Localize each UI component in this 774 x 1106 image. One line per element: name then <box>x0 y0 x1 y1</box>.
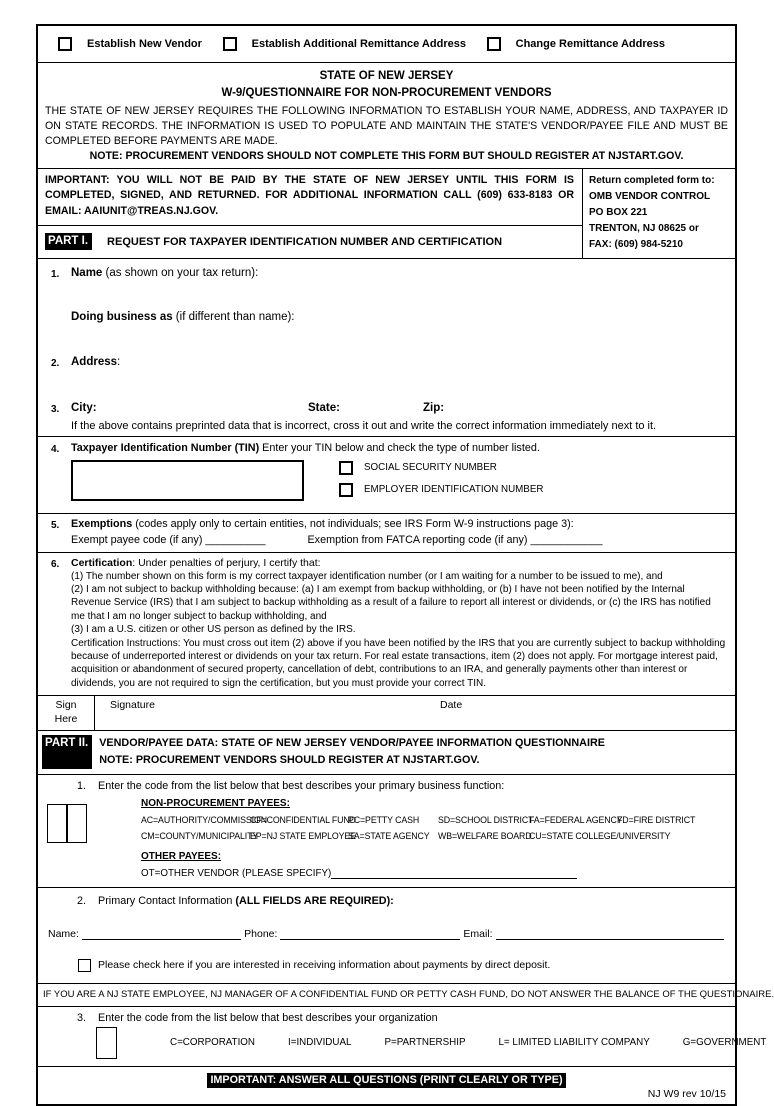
section-number: 3. <box>51 403 60 415</box>
question-number: 3. <box>77 1011 87 1024</box>
form-intro-text: THE STATE OF NEW JERSEY REQUIRES THE FOLLOWING INFORMATION TO ESTABLISH YOUR NAME, ADDRESS, AND TAXPAYER ID ON STATE RECORDS. THE INFORMATION IS USED TO POPULATE AND MAINTAIN THE STATE'S VENDOR/PAYEE FILE AND MUST BE COMPLETED BEFORE PAYMENTS ARE MADE. <box>45 104 728 147</box>
form-title-state: STATE OF NEW JERSEY <box>319 70 454 82</box>
business-function-code-entry <box>38 798 141 879</box>
city-field-label[interactable]: City: <box>71 401 97 414</box>
certification-heading: 6. Certification: Under penalties of perjury, I certify that: <box>46 557 727 570</box>
code-item: C=CORPORATION <box>170 1037 256 1049</box>
np-codes-row-1 <box>141 815 731 825</box>
option-label: Establish Additional Remittance Address <box>251 38 466 50</box>
certification-instructions: Certification Instructions: You must cross out item (2) above if you have been notified by the IRS that you are currently subject to backup withholding because of underreported interest or dividends on your tax return. For real estate transactions, item (2) does not apply. For mortgage interest paid, acquisition or abandonment of secured property, cancellation of debt, contributions to an IRA, and generally payments other than interest or dividends, you are not required to sign the certification, but you must provide your correct TIN. <box>71 637 726 689</box>
name-address-section <box>38 258 735 436</box>
organization-type-section <box>38 1006 767 1066</box>
option-label: Change Remittance Address <box>515 38 665 50</box>
section-city-state-zip <box>46 402 727 432</box>
direct-deposit-label: Please check here if you are interested in receiving information about payments by direct deposit. <box>98 959 551 972</box>
date-label: Date <box>440 699 463 712</box>
q2-text: Primary Contact Information (ALL FIELDS ARE REQUIRED): <box>98 894 394 907</box>
code-item: FA=FEDERAL AGENCY <box>529 814 623 825</box>
direct-deposit-option[interactable] <box>78 959 735 972</box>
preprinted-data-note: If the above contains preprinted data that is incorrect, cross it out and write the correct information immediately next to it. <box>71 419 657 432</box>
part2-tag: PART II. <box>42 735 92 768</box>
ssn-checkbox-icon[interactable] <box>339 461 353 475</box>
code-cell-1[interactable] <box>47 804 68 843</box>
signature-label: Signature <box>110 699 155 712</box>
signature-row <box>38 695 735 730</box>
non-procurement-payees-header: NON-PROCUREMENT PAYEES: <box>141 797 290 809</box>
part2-titles <box>99 735 605 768</box>
ein-option[interactable] <box>339 483 543 497</box>
organization-code-box[interactable] <box>96 1027 117 1059</box>
primary-contact-section <box>38 887 735 983</box>
other-payees-header: OTHER PAYEES: <box>141 850 222 862</box>
code-item: SD=SCHOOL DISTRICT <box>438 814 534 825</box>
nj-employee-note: IF YOU ARE A NJ STATE EMPLOYEE, NJ MANAGER OF A CONFIDENTIAL FUND OR PETTY CASH FUND, DO NOT ANSWER THE BALANCE OF THE QUESTIONAIRE. <box>43 988 774 1000</box>
option-change-remittance-address[interactable] <box>487 37 665 51</box>
certification-section <box>38 552 735 696</box>
part1-tag: PART I. <box>45 233 92 250</box>
option-establish-new-vendor[interactable] <box>58 37 202 51</box>
section-number <box>46 311 71 323</box>
code-item: SA=STATE AGENCY <box>348 830 430 841</box>
section-address <box>46 356 727 369</box>
phone-label: Phone: <box>244 927 278 940</box>
tin-input-box[interactable] <box>71 460 304 501</box>
checkbox-icon[interactable] <box>58 37 72 51</box>
code-item: EP=NJ STATE EMPLOYEE <box>250 830 356 841</box>
address-field-label[interactable]: Address: <box>71 355 121 368</box>
code-item: CU=STATE COLLEGE/UNIVERSITY <box>529 830 671 841</box>
other-vendor-line <box>141 867 731 879</box>
business-function-section <box>38 774 735 887</box>
sign-here-cell: Sign Here <box>38 696 95 730</box>
important-part1-column <box>38 169 582 258</box>
return-address-box <box>582 169 735 258</box>
tin-section <box>38 436 735 513</box>
code-cell-2[interactable] <box>66 804 87 843</box>
return-address-line: Return completed form to: <box>589 174 715 186</box>
np-codes-row-2 <box>141 831 731 841</box>
signature-date-area[interactable] <box>95 696 735 730</box>
fatca-code-field[interactable]: Exemption from FATCA reporting code (if any) ____________ <box>307 533 603 546</box>
code-item: G=GOVERNMENT <box>682 1037 767 1049</box>
part2-header <box>38 730 735 773</box>
ssn-option[interactable] <box>339 461 543 475</box>
return-address-line: TRENTON, NJ 08625 or <box>589 223 699 235</box>
code-entry-box[interactable] <box>47 804 141 843</box>
contact-fields-line <box>48 928 727 940</box>
certification-item-2: (2) I am not subject to backup withholding because: (a) I am exempt from backup withholding, or (b) I have not been notified by the Internal Revenue Service (IRS) that I am subject to backup withholding as a result of a failure to report all interest or dividends, or (c) the IRS has notified me that I am no longer subject to backup withholding, and <box>71 583 711 622</box>
email-label: Email: <box>463 927 493 940</box>
ein-label: EMPLOYER IDENTIFICATION NUMBER <box>364 484 544 496</box>
direct-deposit-checkbox-icon[interactable] <box>78 959 91 972</box>
name-blank[interactable] <box>82 928 241 940</box>
answer-all-questions-banner: IMPORTANT: ANSWER ALL QUESTIONS (PRINT CLEARLY OR TYPE) <box>207 1073 565 1088</box>
dba-field-label[interactable]: Doing business as (if different than name): <box>71 310 295 323</box>
organization-codes-line <box>96 1027 767 1059</box>
q1-text: Enter the code from the list below that best describes your primary business function: <box>98 779 505 792</box>
tin-type-checkboxes <box>339 460 543 505</box>
form-outer-border <box>36 24 774 1106</box>
code-item: CF=CONFIDENTIAL FUND <box>250 814 356 825</box>
return-address-line: PO BOX 221 <box>589 206 648 218</box>
code-item: L= LIMITED LIABILITY COMPANY <box>498 1037 650 1049</box>
section-number: 4. <box>51 443 60 455</box>
q2-heading <box>38 895 735 907</box>
code-item: AC=AUTHORITY/COMMISSION <box>141 814 267 825</box>
return-address-line: FAX: (609) 984-5210 <box>589 239 683 251</box>
phone-blank[interactable] <box>280 928 460 940</box>
exemptions-heading: 5. Exemptions (codes apply only to certain entities, not individuals; see IRS Form W-9 instructions page 3): <box>46 518 727 531</box>
form-revision-label: NJ W9 rev 10/15 <box>647 1087 726 1100</box>
exemptions-section <box>38 513 735 552</box>
other-vendor-code: OT=OTHER VENDOR (PLEASE SPECIFY) <box>141 867 332 879</box>
question-number: 1. <box>77 779 87 792</box>
option-label: Establish New Vendor <box>87 38 202 50</box>
nj-employee-note-row <box>38 983 774 1006</box>
ssn-label: SOCIAL SECURITY NUMBER <box>364 462 497 474</box>
code-item: PC=PETTY CASH <box>348 814 420 825</box>
section-number: 2. <box>51 357 60 369</box>
section-name <box>46 267 727 280</box>
code-item: WB=WELFARE BOARD <box>438 830 532 841</box>
zip-field-label[interactable]: Zip: <box>423 401 445 414</box>
option-establish-additional-remittance-address[interactable] <box>223 37 466 51</box>
procurement-note: NOTE: PROCUREMENT VENDORS SHOULD NOT COMPLETE THIS FORM BUT SHOULD REGISTER AT NJSTART.GOV. <box>89 149 684 162</box>
q3-text: Enter the code from the list below that best describes your organization <box>98 1011 438 1024</box>
state-field-label[interactable]: State: <box>308 401 340 414</box>
checkbox-icon[interactable] <box>223 37 237 51</box>
other-vendor-specify-blank[interactable] <box>331 867 577 879</box>
exemption-codes-line <box>71 534 727 546</box>
part1-header <box>38 226 582 257</box>
form-title-main: W-9/QUESTIONNAIRE FOR NON-PROCUREMENT VENDORS <box>221 87 552 100</box>
return-address-line: OMB VENDOR CONTROL <box>589 190 711 202</box>
code-item: P=PARTNERSHIP <box>384 1037 466 1049</box>
important-notice: IMPORTANT: YOU WILL NOT BE PAID BY THE STATE OF NEW JERSEY UNTIL THIS FORM IS COMPLETED, SIGNED, AND RETURNED. FOR ADDITIONAL INFORMATION CALL (609) 633-8183 OR EMAIL: AAIUNIT@TREAS.NJ.GOV. <box>38 169 582 227</box>
ein-checkbox-icon[interactable] <box>339 483 353 497</box>
tin-entry-area <box>46 460 727 505</box>
code-item: CM=COUNTY/MUNICIPALITY <box>141 830 259 841</box>
tin-heading: 4. Taxpayer Identification Number (TIN) Enter your TIN below and check the type of number listed. <box>46 442 727 455</box>
question-number: 2. <box>77 894 87 907</box>
section-number: 6. <box>51 558 60 570</box>
part2-title: VENDOR/PAYEE DATA: STATE OF NEW JERSEY VENDOR/PAYEE INFORMATION QUESTIONNAIRE <box>99 737 605 750</box>
q3-heading <box>38 1012 735 1024</box>
certification-item-1: (1) The number shown on this form is my correct taxpayer identification number (or I am waiting for a number to be issued to me), and <box>71 570 663 582</box>
payee-code-lists <box>141 798 735 879</box>
code-item: FD=FIRE DISTRICT <box>617 814 696 825</box>
exempt-payee-code-field[interactable]: Exempt payee code (if any) __________ <box>71 533 266 546</box>
checkbox-icon[interactable] <box>487 37 501 51</box>
name-field-label[interactable]: Name (as shown on your tax return): <box>71 266 259 279</box>
footer-row <box>38 1066 735 1104</box>
email-blank[interactable] <box>496 928 724 940</box>
part1-title: REQUEST FOR TAXPAYER IDENTIFICATION NUMBER AND CERTIFICATION <box>107 235 503 248</box>
form-type-options-row <box>38 26 735 62</box>
section-dba <box>46 311 727 323</box>
q1-heading <box>38 780 735 792</box>
section-number: 1. <box>51 268 60 280</box>
part2-note: NOTE: PROCUREMENT VENDORS SHOULD REGISTER AT NJSTART.GOV. <box>99 753 480 766</box>
section-number: 5. <box>51 519 60 531</box>
code-item: I=INDIVIDUAL <box>288 1037 352 1049</box>
form-header <box>38 62 735 168</box>
name-label: Name: <box>48 927 79 940</box>
certification-item-3: (3) I am a U.S. citizen or other US person as defined by the IRS. <box>71 624 356 636</box>
important-part1-row <box>38 168 735 258</box>
